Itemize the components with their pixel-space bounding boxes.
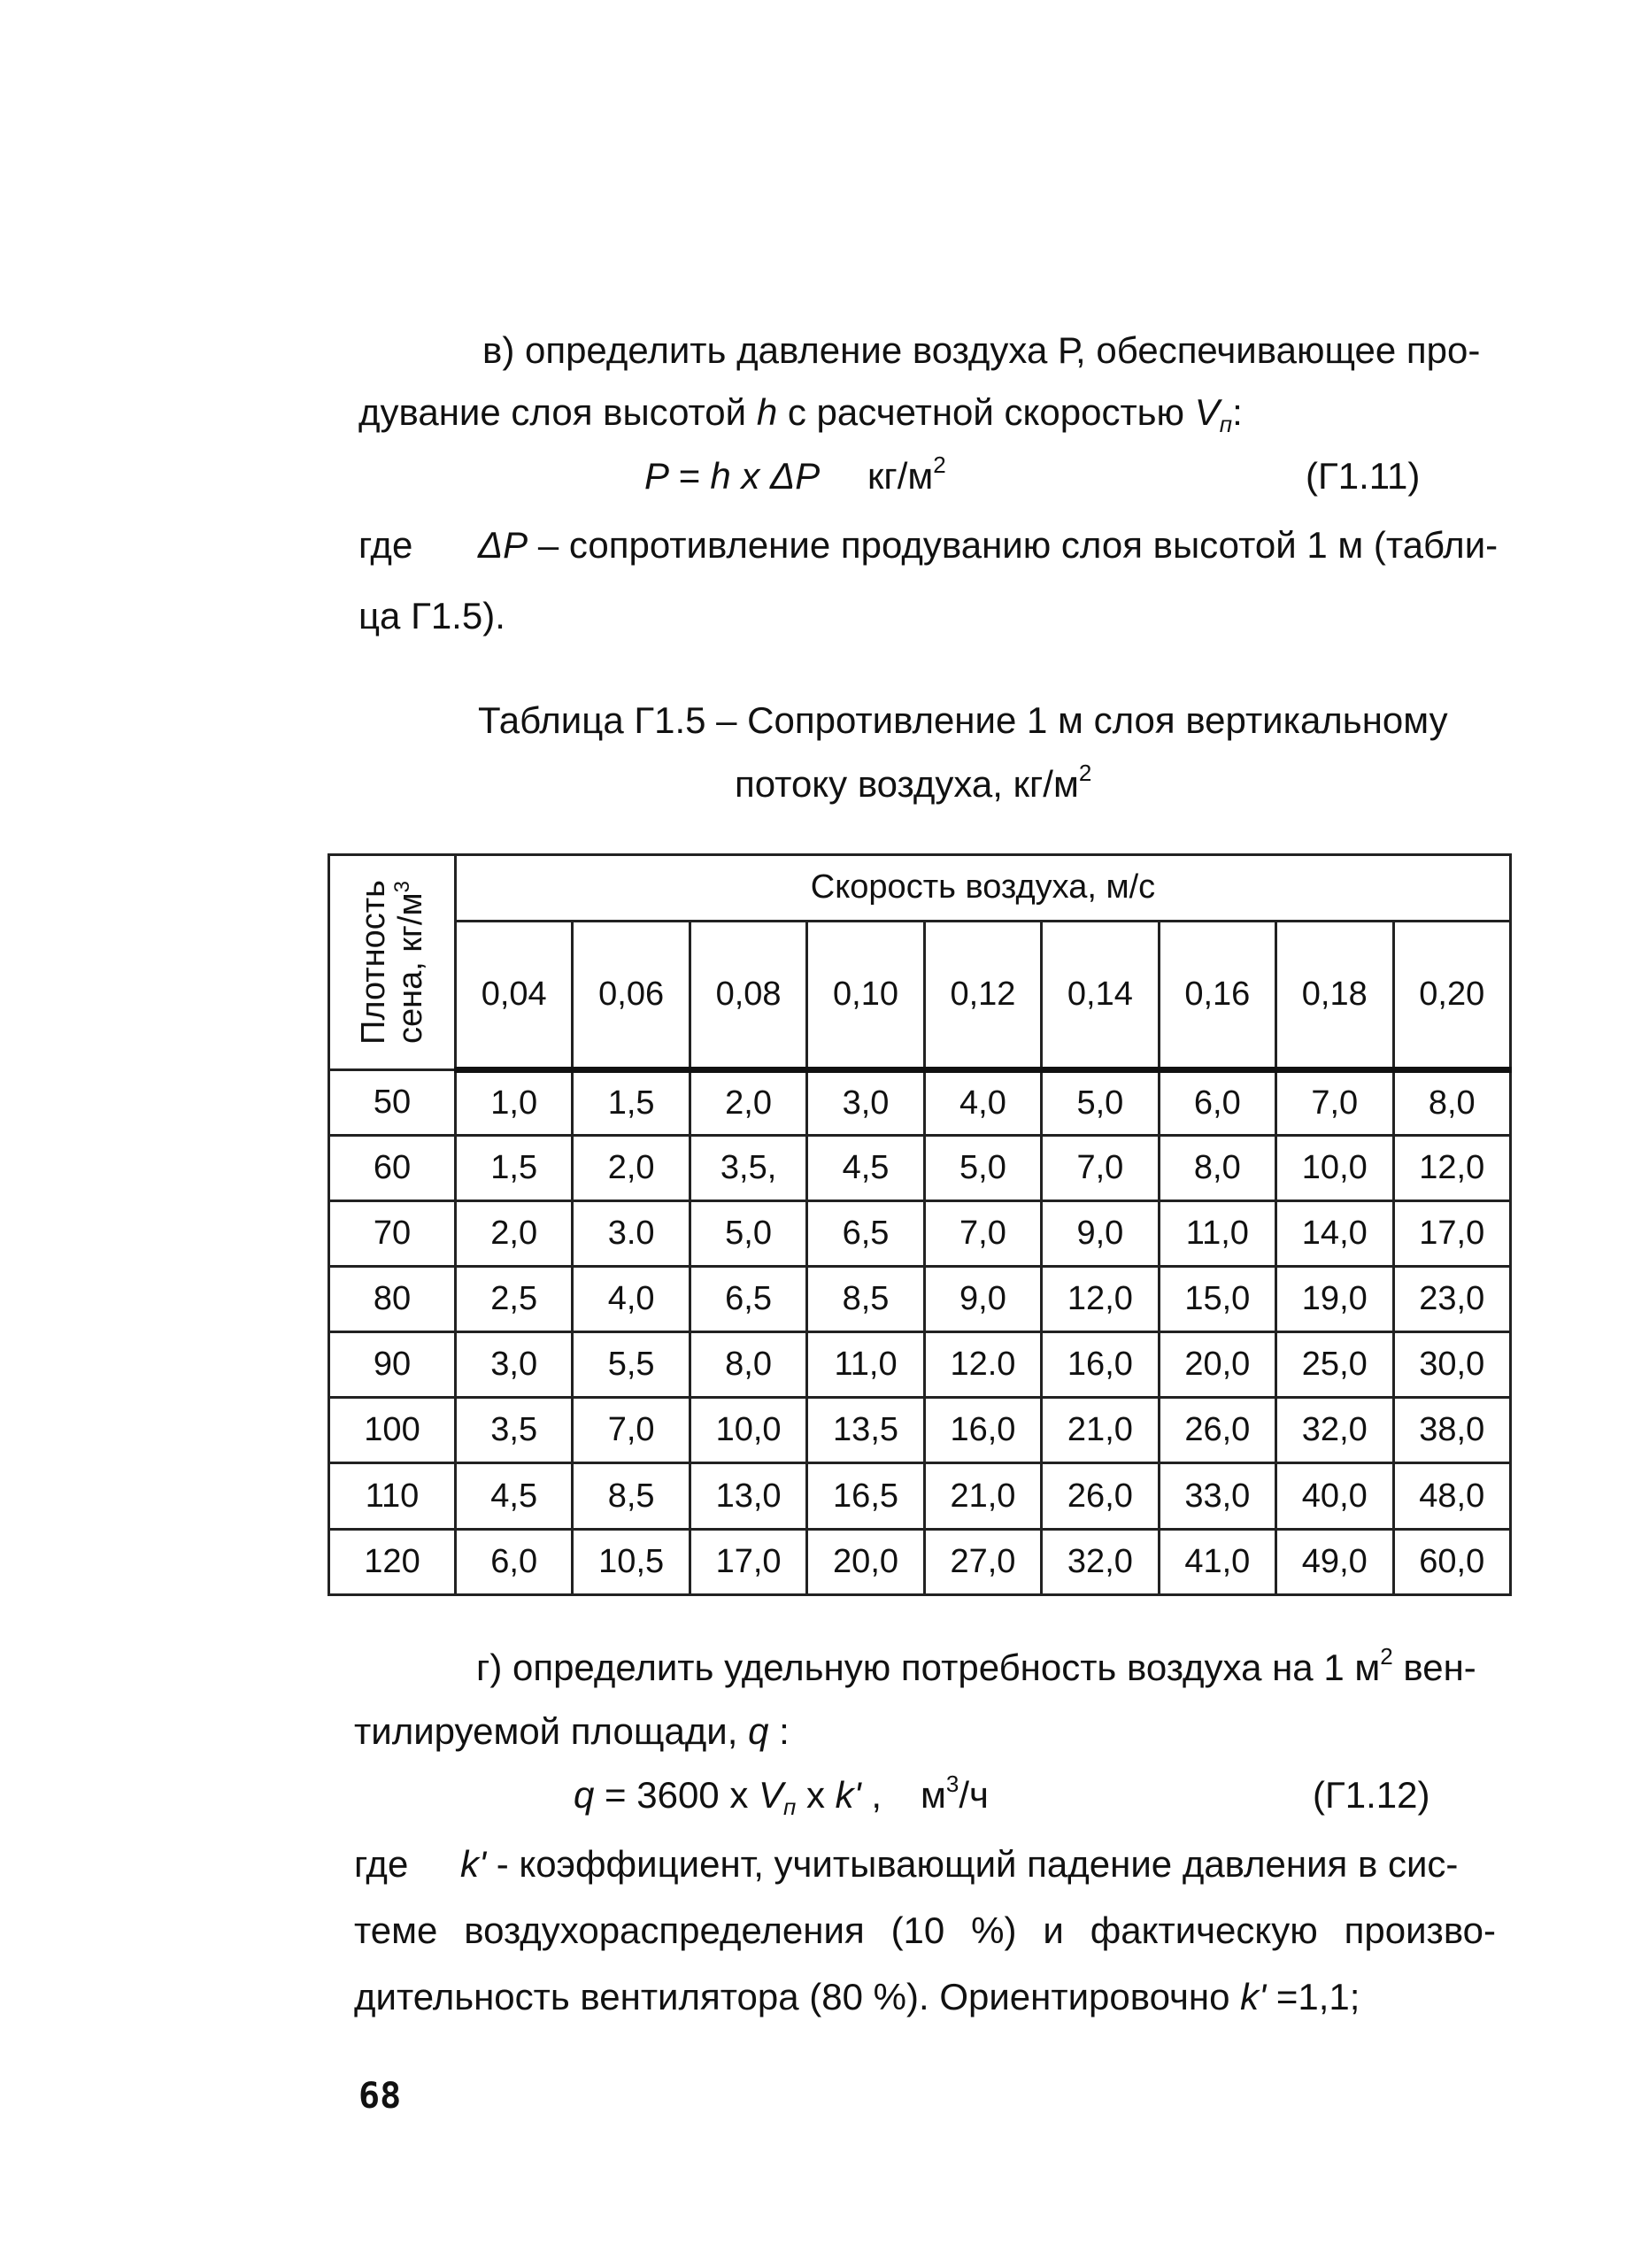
resistance-table [327, 853, 1512, 1596]
table-row [329, 1463, 1511, 1529]
table-cell: 48,0 [1393, 1463, 1511, 1529]
paragraph-g-line1 [476, 1645, 1476, 1691]
table-cell: 3.0 [573, 1201, 690, 1267]
table-cell: 26,0 [1042, 1463, 1159, 1529]
table-cell: 13,0 [690, 1463, 806, 1529]
speed-header-cell: 0,20 [1393, 921, 1511, 1069]
table-cell: 13,5 [807, 1398, 924, 1463]
table-cell: 8,5 [807, 1267, 924, 1332]
where-12-line2 [354, 1908, 1496, 1954]
formula-g1-12-expression [574, 1772, 882, 1818]
text: =1,1; [1266, 1976, 1360, 2017]
table-cell: 16,0 [1042, 1332, 1159, 1398]
table-cell: 60,0 [1393, 1529, 1511, 1594]
text: г) определить удельную потребность воздуха на 1 м [476, 1647, 1381, 1688]
table-cell: 5,0 [1042, 1070, 1159, 1136]
text: x [796, 1774, 836, 1816]
density-cell: 50 [329, 1070, 456, 1136]
formula-number: (Г1.12) [1313, 1774, 1430, 1816]
table-cell: 12,0 [1042, 1267, 1159, 1332]
table-cell: 11,0 [807, 1332, 924, 1398]
table-cell: 10,5 [573, 1529, 690, 1594]
table-caption-line2 [735, 761, 1091, 807]
table-cell: 3,0 [456, 1332, 573, 1398]
text: - коэффициент, учитывающий падение давления в сис- [486, 1843, 1459, 1885]
table-cell: 2,0 [573, 1136, 690, 1201]
text: – сопротивление продуванию слоя высотой 1 м (табли- [528, 524, 1499, 566]
table-body [329, 1070, 1511, 1595]
table-cell: 20,0 [807, 1529, 924, 1594]
table-cell: 8,0 [1159, 1136, 1275, 1201]
formula-g1-12-unit [921, 1772, 989, 1818]
table-cell: 7,0 [573, 1398, 690, 1463]
table-cell: 8,5 [573, 1463, 690, 1529]
table-cell: 9,0 [924, 1267, 1041, 1332]
row-header-line2: сена, кг/м [392, 892, 429, 1044]
table-cell: 2,0 [456, 1201, 573, 1267]
table-cell: 10,0 [1276, 1136, 1393, 1201]
speed-header-cell: 0,18 [1276, 921, 1393, 1069]
superscript: 3 [390, 881, 414, 893]
formula-number: (Г1.11) [1306, 455, 1421, 497]
var-v: V [1194, 391, 1220, 433]
table-cell: 40,0 [1276, 1463, 1393, 1529]
where-word: где [354, 1843, 409, 1885]
table-cell: 3,0 [807, 1070, 924, 1136]
text: дительность вентилятора (80 %). Ориентировочно [354, 1976, 1241, 2017]
table-cell: 7,0 [1276, 1070, 1393, 1136]
table-cell: 19,0 [1276, 1267, 1393, 1332]
table-cell: 6,0 [1159, 1070, 1275, 1136]
table-cell: 3,5 [456, 1398, 573, 1463]
paragraph-g-line2 [354, 1709, 790, 1755]
density-cell: 90 [329, 1332, 456, 1398]
formula-g1-12-number [1313, 1772, 1429, 1818]
table-cell: 27,0 [924, 1529, 1041, 1594]
table-cell: 1,0 [456, 1070, 573, 1136]
formula-g1-11-number [1306, 453, 1420, 499]
table-cell: 5,0 [924, 1136, 1041, 1201]
table-cell: 3,5, [690, 1136, 806, 1201]
speed-header-cell: 0,08 [690, 921, 806, 1069]
col-group-header-speed: Скорость воздуха, м/с [456, 855, 1511, 922]
table-cell: 6,5 [807, 1201, 924, 1267]
superscript: 2 [1078, 760, 1092, 786]
table-row [329, 1070, 1511, 1136]
formula-g1-11-unit [867, 453, 946, 499]
density-cell: 100 [329, 1398, 456, 1463]
formula-g1-11-expression [644, 453, 820, 499]
text: = 3600 x [594, 1774, 759, 1816]
table-row [329, 1267, 1511, 1332]
text: вен- [1392, 1647, 1476, 1688]
table-row [329, 1529, 1511, 1594]
unit: кг/м [867, 455, 934, 497]
table-cell: 12,0 [1393, 1136, 1511, 1201]
where-word: где [358, 524, 413, 566]
table-cell: 1,5 [573, 1070, 690, 1136]
row-header-line1: Плотность [355, 880, 392, 1045]
row-header-density [329, 855, 456, 1070]
table-cell: 25,0 [1276, 1332, 1393, 1398]
table-row [329, 1398, 1511, 1463]
density-cell: 70 [329, 1201, 456, 1267]
formula-expression: P = h x ΔP [644, 455, 821, 497]
text: с расчетной скоростью [777, 391, 1195, 433]
table-cell: 7,0 [1042, 1136, 1159, 1201]
where-12-line1 [460, 1841, 1458, 1887]
table-cell: 6,0 [456, 1529, 573, 1594]
table-cell: 16,5 [807, 1463, 924, 1529]
table-cell: 30,0 [1393, 1332, 1511, 1398]
table-cell: 2,5 [456, 1267, 573, 1332]
speed-header-cell: 0,14 [1042, 921, 1159, 1069]
text: в) определить давление воздуха Р, обеспечивающее про- [482, 329, 1481, 371]
density-cell: 60 [329, 1136, 456, 1201]
table-header-row-1 [329, 855, 1511, 922]
table-cell: 16,0 [924, 1398, 1041, 1463]
table-cell: 4,5 [456, 1463, 573, 1529]
table-cell: 4,0 [924, 1070, 1041, 1136]
unit: м [921, 1774, 946, 1816]
density-cell: 80 [329, 1267, 456, 1332]
table-cell: 14,0 [1276, 1201, 1393, 1267]
text: потоку воздуха, кг/м [735, 763, 1079, 805]
unit: /ч [959, 1774, 989, 1816]
table-cell: 33,0 [1159, 1463, 1275, 1529]
paragraph-v-line1 [482, 328, 1480, 374]
superscript: 3 [945, 1770, 959, 1797]
table-cell: 7,0 [924, 1201, 1041, 1267]
var-v: V [759, 1774, 784, 1816]
page-number: 68 [358, 2076, 402, 2117]
table-cell: 41,0 [1159, 1529, 1275, 1594]
table-cell: 6,5 [690, 1267, 806, 1332]
superscript: 2 [1380, 1643, 1393, 1670]
density-cell: 110 [329, 1463, 456, 1529]
table-cell: 38,0 [1393, 1398, 1511, 1463]
table-cell: 5,5 [573, 1332, 690, 1398]
speed-header-cell: 0,12 [924, 921, 1041, 1069]
table-cell: 4,0 [573, 1267, 690, 1332]
subscript: п [783, 1794, 797, 1820]
table-cell: 8,0 [1393, 1070, 1511, 1136]
table-row [329, 1136, 1511, 1201]
var-q: q [748, 1710, 769, 1752]
table-cell: 21,0 [924, 1463, 1041, 1529]
table-cell: 12.0 [924, 1332, 1041, 1398]
var-k: k' [835, 1774, 861, 1816]
table-cell: 10,0 [690, 1398, 806, 1463]
var-k: k' [1240, 1976, 1267, 2017]
paragraph-v-line2 [358, 390, 1243, 436]
text: тилируемой площади, [354, 1710, 749, 1752]
table-cell: 20,0 [1159, 1332, 1275, 1398]
text: : [768, 1710, 790, 1752]
table-cell: 17,0 [690, 1529, 806, 1594]
table-caption-line1 [478, 698, 1448, 744]
table-cell: 32,0 [1276, 1398, 1393, 1463]
speed-header-cell: 0,04 [456, 921, 573, 1069]
table-cell: 32,0 [1042, 1529, 1159, 1594]
speed-header-cell: 0,10 [807, 921, 924, 1069]
table-cell: 17,0 [1393, 1201, 1511, 1267]
superscript: 2 [933, 451, 946, 478]
speed-header-cell: 0,06 [573, 921, 690, 1069]
speed-header-cell: 0,16 [1159, 921, 1275, 1069]
table-cell: 2,0 [690, 1070, 806, 1136]
table-cell: 4,5 [807, 1136, 924, 1201]
where-12-word [354, 1841, 408, 1887]
table-cell: 1,5 [456, 1136, 573, 1201]
var-q: q [574, 1774, 595, 1816]
where-11-line1 [358, 522, 412, 568]
table-header-row-speeds [329, 921, 1511, 1069]
table-cell: 49,0 [1276, 1529, 1393, 1594]
table-cell: 9,0 [1042, 1201, 1159, 1267]
var-h: h [756, 391, 778, 433]
table-cell: 15,0 [1159, 1267, 1275, 1332]
where-12-line3 [354, 1974, 1360, 2020]
text: ца Г1.5). [358, 595, 505, 636]
table-cell: 5,0 [690, 1201, 806, 1267]
where-11-line2 [358, 593, 505, 639]
table-cell: 26,0 [1159, 1398, 1275, 1463]
table-cell: 8,0 [690, 1332, 806, 1398]
text: : [1232, 391, 1243, 433]
table-cell: 21,0 [1042, 1398, 1159, 1463]
subscript: п [1219, 411, 1233, 437]
text: Таблица Г1.5 – Сопротивление 1 м слоя вертикальному [478, 699, 1448, 741]
var-k: k' [460, 1843, 487, 1885]
density-cell: 120 [329, 1529, 456, 1594]
var-delta-p: ΔP [478, 524, 528, 566]
table-row [329, 1332, 1511, 1398]
table-row [329, 1201, 1511, 1267]
text: , [860, 1774, 882, 1816]
text: дувание слоя высотой [358, 391, 757, 433]
where-11-definition [478, 522, 1498, 568]
table-cell: 11,0 [1159, 1201, 1275, 1267]
text: теме воздухораспределения (10 %) и фактическую произво- [354, 1909, 1496, 1951]
table-cell: 23,0 [1393, 1267, 1511, 1332]
